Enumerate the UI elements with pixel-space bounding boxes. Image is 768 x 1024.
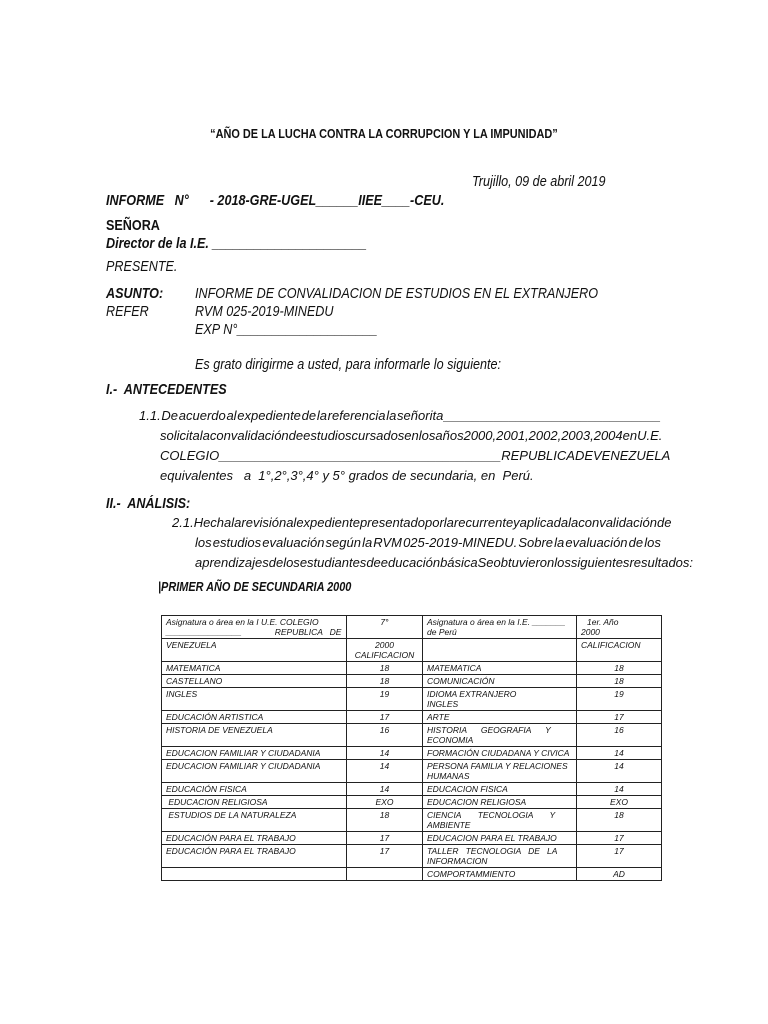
- venezuela-grade-cell: 18: [347, 675, 423, 688]
- word: estudiantes: [299, 555, 367, 570]
- word: ______________________________: [444, 408, 661, 423]
- word: aprendizajes: [195, 555, 269, 570]
- peru-grade-cell: 18: [577, 662, 662, 675]
- word: COLEGIO: [160, 448, 220, 463]
- word: aplicada: [519, 515, 569, 530]
- venezuela-subject-cell: EDUCACIÓN PARA EL TRABAJO: [162, 832, 347, 845]
- table-row: [162, 868, 662, 881]
- word: REPUBLICA: [501, 448, 575, 463]
- word: los: [195, 535, 212, 550]
- venezuela-grade-cell: 14: [347, 783, 423, 796]
- peru-subject-cell: IDIOMA EXTRANJERO INGLES: [423, 688, 577, 711]
- peru-subject-cell: ARTE: [423, 711, 577, 724]
- word: los: [418, 428, 436, 443]
- table-row: [162, 845, 662, 868]
- table-title: |PRIMER AÑO DE SECUNDARIA 2000: [158, 579, 352, 594]
- peru-grade-cell: 17: [577, 845, 662, 868]
- peru-grade-cell: AD: [577, 868, 662, 881]
- word: de: [268, 555, 284, 570]
- word: la: [568, 515, 579, 530]
- section-analisis-title: II.- ANÁLISIS:: [106, 495, 191, 512]
- table-row: [162, 796, 662, 809]
- word: evaluación: [262, 535, 325, 550]
- antecedentes-paragraph: [139, 406, 671, 486]
- table-row: [162, 675, 662, 688]
- word: al: [226, 408, 237, 423]
- header-venezuela-subject: Asignatura o área en la I U.E. COLEGIO ________________ REPUBLICA DE: [162, 616, 347, 639]
- word: presentado: [359, 515, 425, 530]
- peru-grade-cell: 14: [577, 747, 662, 760]
- informe-number: INFORME N° - 2018-GRE-UGEL______IIEE____-CEU.: [106, 192, 445, 209]
- word: obtuvieron: [493, 555, 555, 570]
- word: U.E.: [637, 428, 663, 443]
- word: expediente: [237, 408, 301, 423]
- word: en: [404, 428, 419, 443]
- word: Hecha: [193, 515, 232, 530]
- venezuela-grade-cell: 14: [347, 760, 423, 783]
- peru-subject-cell: PERSONA FAMILIA Y RELACIONES HUMANAS: [423, 760, 577, 783]
- word: los: [644, 535, 661, 550]
- peru-grade-cell: 14: [577, 783, 662, 796]
- presente-label: PRESENTE.: [106, 258, 178, 275]
- venezuela-subject-cell: EDUCACION FAMILIAR Y CIUDADANIA: [162, 747, 347, 760]
- header-first-year: 1er. Año 2000: [577, 616, 662, 639]
- word: al: [286, 515, 297, 530]
- venezuela-grade-cell: 16: [347, 724, 423, 747]
- header-year-calificacion: 2000 CALIFICACION: [347, 639, 423, 662]
- peru-subject-cell: EDUCACION PARA EL TRABAJO: [423, 832, 577, 845]
- word: la: [316, 408, 327, 423]
- word: la: [362, 535, 373, 550]
- venezuela-subject-cell: ESTUDIOS DE LA NATURALEZA: [162, 809, 347, 832]
- table-header-row: [162, 616, 662, 639]
- asunto-text: INFORME DE CONVALIDACION DE ESTUDIOS EN EL EXTRANJERO: [195, 285, 599, 302]
- word: resultados:: [629, 555, 694, 570]
- word: los: [554, 555, 571, 570]
- word: siguientes: [570, 555, 630, 570]
- table-row: [162, 783, 662, 796]
- venezuela-grade-cell: 18: [347, 809, 423, 832]
- venezuela-subject-cell: MATEMATICA: [162, 662, 347, 675]
- table-row: [162, 832, 662, 845]
- word: la: [443, 515, 454, 530]
- word: de: [628, 535, 644, 550]
- word: solicita: [160, 428, 200, 443]
- year-motto: “AÑO DE LA LUCHA CONTRA LA CORRUPCION Y LA IMPUNIDAD”: [210, 126, 558, 141]
- venezuela-subject-cell: EDUCACIÓN PARA EL TRABAJO: [162, 845, 347, 868]
- venezuela-grade-cell: 17: [347, 845, 423, 868]
- header-calificacion: CALIFICACION: [577, 639, 662, 662]
- header-peru-subject: Asignatura o área en la I.E. _______ de Perú: [423, 616, 577, 639]
- venezuela-subject-cell: HISTORIA DE VENEZUELA: [162, 724, 347, 747]
- word: RVM: [373, 535, 402, 550]
- table-row: [162, 688, 662, 711]
- table-row: [162, 809, 662, 832]
- para-line: [172, 513, 672, 533]
- word: 1.1.: [139, 408, 161, 423]
- word: años: [435, 428, 464, 443]
- peru-subject-cell: FORMACIÓN CIUDADANA Y CIVICA: [423, 747, 577, 760]
- venezuela-subject-cell: EDUCACIÓN ARTISTICA: [162, 711, 347, 724]
- word: Se: [477, 555, 494, 570]
- table-row: [162, 662, 662, 675]
- para-line: [172, 553, 694, 573]
- venezuela-grade-cell: 17: [347, 711, 423, 724]
- word: 025-2019-MINEDU.: [403, 535, 518, 550]
- document-date: Trujillo, 09 de abril 2019: [472, 173, 606, 190]
- venezuela-grade-cell: [347, 868, 423, 881]
- peru-grade-cell: EXO: [577, 796, 662, 809]
- word: VENEZUELA: [593, 448, 671, 463]
- word: los: [283, 555, 300, 570]
- peru-subject-cell: COMUNICACIÓN: [423, 675, 577, 688]
- word: convalidación: [578, 515, 658, 530]
- word: según: [325, 535, 361, 550]
- word: básica: [440, 555, 478, 570]
- peru-grade-cell: 18: [577, 675, 662, 688]
- word: revisión: [241, 515, 287, 530]
- word: cursados: [351, 428, 405, 443]
- recipient-position: Director de la I.E. ______________________: [106, 235, 367, 252]
- word: expediente: [296, 515, 360, 530]
- peru-grade-cell: 17: [577, 832, 662, 845]
- word: la: [386, 408, 397, 423]
- peru-grade-cell: 14: [577, 760, 662, 783]
- word: la: [199, 428, 210, 443]
- peru-subject-cell: MATEMATICA: [423, 662, 577, 675]
- word: la: [231, 515, 242, 530]
- table-row: [162, 760, 662, 783]
- word: 2.1.: [172, 515, 194, 530]
- peru-subject-cell: CIENCIA TECNOLOGIA Y AMBIENTE: [423, 809, 577, 832]
- para-line: [139, 446, 671, 466]
- header-grade-7: 7°: [347, 616, 423, 639]
- word: Sobre: [518, 535, 554, 550]
- word: por: [425, 515, 444, 530]
- venezuela-subject-cell: CASTELLANO: [162, 675, 347, 688]
- venezuela-grade-cell: 14: [347, 747, 423, 760]
- section-antecedentes-title: I.- ANTECEDENTES: [106, 381, 227, 398]
- word: estudios: [212, 535, 262, 550]
- asunto-label: ASUNTO:: [106, 285, 164, 302]
- peru-subject-cell: EDUCACION FISICA: [423, 783, 577, 796]
- word: De: [161, 408, 179, 423]
- venezuela-subject-cell: INGLES: [162, 688, 347, 711]
- word: de: [288, 428, 304, 443]
- word: en: [622, 428, 638, 443]
- expediente-number: EXP N°____________________: [195, 321, 378, 338]
- refer-label: REFER: [106, 303, 149, 320]
- venezuela-grade-cell: 17: [347, 832, 423, 845]
- venezuela-subject-cell: EDUCACION RELIGIOSA: [162, 796, 347, 809]
- para-line: [139, 426, 661, 446]
- word: la: [554, 535, 565, 550]
- refer-text: RVM 025-2019-MINEDU: [195, 303, 334, 320]
- word: señorita: [397, 408, 444, 423]
- peru-grade-cell: 19: [577, 688, 662, 711]
- venezuela-subject-cell: [162, 868, 347, 881]
- word: referencia: [327, 408, 386, 423]
- salutation: SEÑORA: [106, 217, 160, 234]
- word: acuerdo: [178, 408, 226, 423]
- word: educación: [380, 555, 441, 570]
- word: y: [513, 515, 520, 530]
- para-line: [139, 406, 661, 426]
- venezuela-grade-cell: 18: [347, 662, 423, 675]
- analisis-paragraph: [172, 513, 694, 573]
- word: evaluación: [565, 535, 628, 550]
- greeting-text: Es grato dirigirme a usted, para informarle lo siguiente:: [195, 356, 502, 373]
- venezuela-grade-cell: EXO: [347, 796, 423, 809]
- word: recurrente: [453, 515, 514, 530]
- word: de: [657, 515, 672, 530]
- word: convalidación: [209, 428, 289, 443]
- word: _______________________________________: [219, 448, 502, 463]
- word: 2000,2001,2002,2003,2004: [463, 428, 623, 443]
- table-header-row-2: [162, 639, 662, 662]
- venezuela-subject-cell: EDUCACIÓN FISICA: [162, 783, 347, 796]
- peru-subject-cell: TALLER TECNOLOGIA DE LA INFORMACION: [423, 845, 577, 868]
- word: estudios: [303, 428, 352, 443]
- para-line: [172, 533, 661, 553]
- header-empty-cell: [423, 639, 577, 662]
- peru-subject-cell: COMPORTAMMIENTO: [423, 868, 577, 881]
- peru-grade-cell: 18: [577, 809, 662, 832]
- word: de: [366, 555, 381, 570]
- venezuela-grade-cell: 19: [347, 688, 423, 711]
- venezuela-subject-cell: EDUCACION FAMILIAR Y CIUDADANIA: [162, 760, 347, 783]
- grades-table: [161, 615, 662, 881]
- table-row: [162, 711, 662, 724]
- peru-subject-cell: EDUCACION RELIGIOSA: [423, 796, 577, 809]
- peru-grade-cell: 16: [577, 724, 662, 747]
- header-venezuela-label: VENEZUELA: [162, 639, 347, 662]
- table-row: [162, 724, 662, 747]
- para-line: equivalentes a 1°,2°,3°,4° y 5° grados de secundaria, en Perú.: [160, 468, 534, 483]
- table-row: [162, 747, 662, 760]
- word: de: [301, 408, 317, 423]
- peru-subject-cell: HISTORIA GEOGRAFIA Y ECONOMIA: [423, 724, 577, 747]
- word: DE: [574, 448, 593, 463]
- peru-grade-cell: 17: [577, 711, 662, 724]
